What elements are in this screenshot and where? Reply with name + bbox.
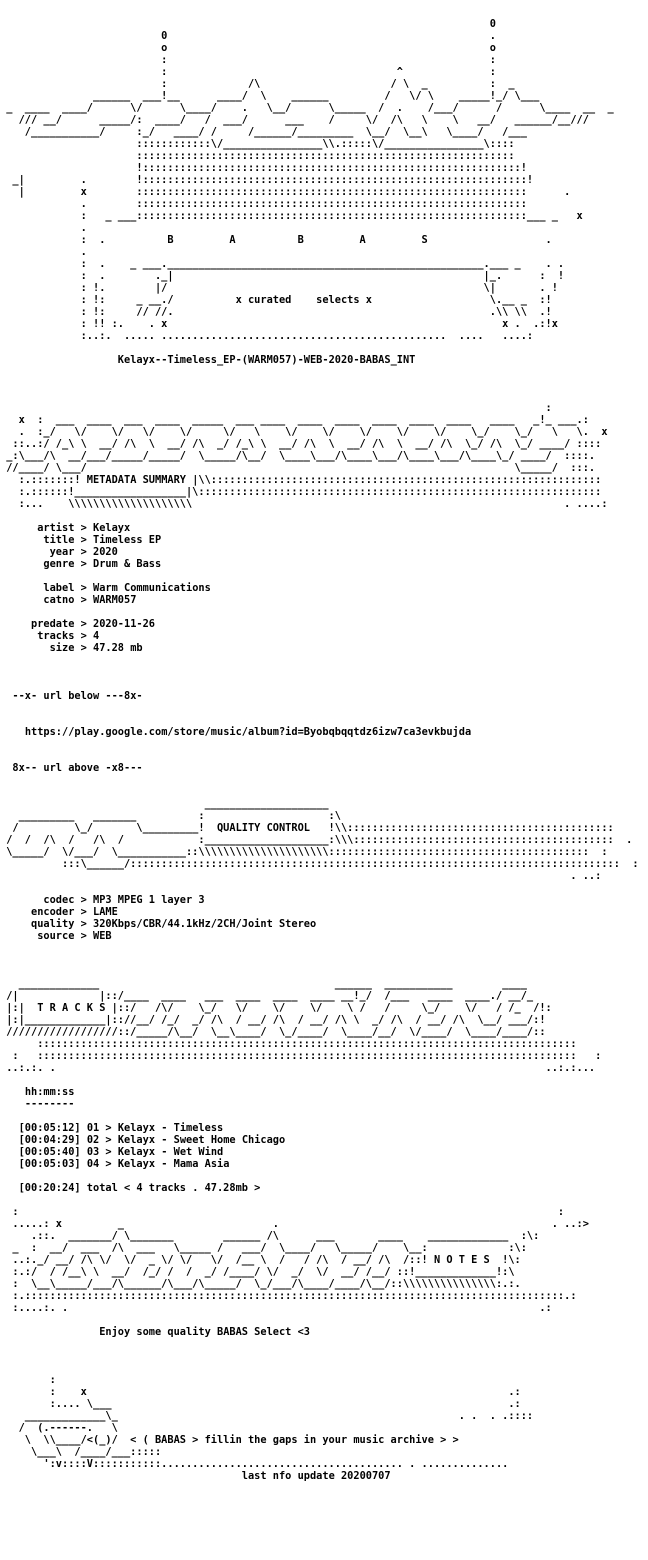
tracks-time-header: hh:mm:ss bbox=[24, 1086, 75, 1098]
track-time: [00:05:03] bbox=[18, 1158, 81, 1170]
track-number: 02 bbox=[86, 1134, 100, 1146]
tracks-time-rule: -------- bbox=[24, 1098, 75, 1110]
quality-row: source > WEB bbox=[0, 930, 112, 942]
metadata-value: Warm Communications bbox=[93, 582, 211, 594]
ascii-banner-art: . : . B A B A S . . : . _ ___.___________________________________________________.___ _ . . : . ._| |_. : ! : !. |/ \| . ! : !: _ __./ x curated selects x \.__ _ :! : !: // //. .\\ \\ .! : !! :. . x x . .:!x :..:. ..... .............................................. .... ....: bbox=[80, 222, 565, 342]
metadata-value: 2020-11-26 bbox=[93, 618, 155, 630]
nfo-document: 0 0 . o o : : : ^ : : /\ / \ _ : _ ______ ___!__ ____/ \ ______ / \/ \ _____!_/ \___ _ ____ ____/ \/ \____/ . \__/ \_____ / . /___/ / \____ __ _ /// __/ _____/: ____/ / ___/ ___ / \/ /\ \ \ __/ ______/__/// /___________/ :_/ ____/ / /______/_________ \__/ \__\ \____/ /___ ::::::::::::\/________________\\.:::::\/________________\:::: ::::::::::::::::::::::::::::::::::::::::::::::::::::::::::::: !:::::::::::::::::::::::::::::::::::::::::::::::::::::::::::::! _| . !::::::::::::::::::::::::::::::::::::::::::::::::::::::::::::::! | x ::::::::::::::::::::::::::::::::::::::::::::::::::::::::::::::: . . ::::::::::::::::::::::::::::::::::::::::::::::::::::::::::::::: : _ ___:::::::::::::::::::::::::::::::::::::::::::::::::::::::::::::::___ _ x . : . B A B A S . . : . _ ___.___________________________________________________.___ _ . . : . ._| |_. : ! : !. |/ \| . ! : !: _ __./ x curated selects x \.__ _ :! : !: // //. .\\ \\ .! : !! :. . x x . .:!x :..:. ..... .............................................. .... ....: Kelayx--Timeless_EP-(WARM057)-WEB-2020-BABAS_INT : x : ___ ____ ___ ____ _____ ___ ____ ____ ____ ____ ____ ____ ____ _!_ ___.: . :_/ \/ \/ \/ \/ \/ \ \/ \/ \/ \/ \/ \_/ \_/ \ \. x ::..:/ /_\ \ __/ /\ \ __/ /\ _/ /_\ \ __/ /\ \ __/ /\ \ __/ /\ \_/ /\ \_/ ____/ :::: _:\___/\ __/___/_____/_____/ \_____/\__/ \____\___/\____\___/\____\___/\____\_/ ____/ ::::. //____/ \___/ \_____/ :::. :.:::::::! METADATA SUMMARY |\\::::::::::::::::::::::::::::::::::::::::::::::::::::::::::::::: :.::::::!__________________|\::::::::::::::::::::::::::::::::::::::::::::::::::::::::::::::::: :... \\\\\\\\\\\\\\\\\\\\ . ....: artist > Kelayx title > Timeless EP year > 2020 genre > Drum & Bass label > Warm Communications catno > WARM057 predate > 2020-11-26 tracks > 4 size > 47.28 mb --x- url below ---8x- https://play.google.com/store/music/album?id=Byobqbqqtdz6izw7ca3evkbujda 8x-- url above -x8--- ____________________ _________ _______ : :\ / \_/ \_________! QUALITY CONTROL !\\::::::::::::::::::::::::::::::::::::::::::: / / /\ / /\ / :____________________:\\\:::::::::::::::::::::::::::::::::::::::::: . \_____/ \/___/ \___________::\\\\\\\\\\\\\\\\\\\\\:::::::::::::::::::::::::::::::::::::::::: : :::\______/::::::::::::::::::::::::::::::::::::::::::::::::::::::::::::::::::::::::::::::: : . ..: codec > MP3 MPEG 1 layer 3 encoder > LAME quality > 320Kbps/CBR/44.1kHz/2CH/Joint Stereo source > WEB _____________ ______ ___________ ____ /| |::/____ ____ ___ ____ ____ ____ __!_/ /___ ____ ____./ __/_ |:| T R A C K S |::/ /\/ \_/ \/ \/ \/ \ / / \_/ \/ / /_ /!: |:|_____________|:://__/ /_/ _/ /\ / __/ /\ / __/ /\ \ _/ /\ / __/ /\ \__/ ___/:! //////////////////::/_____/\__/ \__\____/ \_/____/ \____/__/ \/____/ \____/____/:: ::::::::::::::::::::::::::::::::::::::::::::::::::::::::::::::::::::::::::::::::::::::: : ::::::::::::::::::::::::::::::::::::::::::::::::::::::::::::::::::::::::::::::::::::::: : ..:.:. . ..:.:... hh:mm:ss -------- [00:05:12] 01 > Kelayx - Timeless [00:04:29] 02 > Kelayx - Sweet Home Chicago [00:05:40] 03 > Kelayx - Wet Wind [00:05:03] 04 > Kelayx - Mama Asia [00:20:24] total < 4 tracks . 47.28mb > : : .....: x _ . . ..:> .::. _______/ \_______ ______ /\ ___ ____ _____________ :\: _ : __/ ___ /\ ___ \_____ / ___/ \____/ \_____/ \__: :\: ..:._/ __/ /\ \/ \/ _ \/ \/ \/ /__ \ / / /\ / __/ /\ /::! N O T E S !\: :.:/ / /__\ \ __/ /_/ / / _/ /____/ \/ _/ \/ __/ /__/ ::!_____________!:\ : \__\_____/___/\______/\___/\_____/ \_/___/\____/____/\__/::\\\\\\\\\\\\\\\:.:. :.:::::::::::::::::::::::::::::::::::::::::::::::::::::::::::::::::::::::::::::::::::::::.: :....:. . .: Enjoy some quality BABAS Select <3 : : x .: :.... \___ .: _____________\_ . . . .:::: / (.------. \ \ \\____/<(_)/ < ( BABAS > fillin the gaps in your music archive > > \___\ /____/___::::: ':v::::V:::::::::::....................................... . .............. last nfo update 20200707 bbox=[0, 0, 648, 1560]
quality-value: WEB bbox=[93, 930, 112, 942]
track-title: Kelayx - Sweet Home Chicago bbox=[117, 1134, 286, 1146]
metadata-row: year > 2020 bbox=[0, 546, 118, 558]
metadata-value: 4 bbox=[93, 630, 100, 642]
ascii-quality-art: ____________________ _________ _______ : :\ / \_/ \_________! QUALITY CONTROL !\\::::::::::::::::::::::::::::::::::::::::::: / / /\ / /\ / :____________________:\\\:::::::::::::::::::::::::::::::::::::::::: . \_____/ \/___/ \___________::\\\\\\\\\\\\\\\\\\\\\:::::::::::::::::::::::::::::::::::::::::: : :::\______/::::::::::::::::::::::::::::::::::::::::::::::::::::::::::::::::::::::::::::::: : . ..: bbox=[6, 798, 639, 882]
release-name: Kelayx--Timeless_EP-(WARM057)-WEB-2020-BABAS_INT bbox=[117, 354, 416, 366]
track-time: [00:05:40] bbox=[18, 1146, 81, 1158]
track-title: Kelayx - Timeless bbox=[117, 1122, 224, 1134]
ascii-tracks-art: _____________ ______ ___________ ____ /| |::/____ ____ ___ ____ ____ ____ __!_/ /___ ____ ____./ __/_ |:| T R A C K S |::/ /\/ \_/ \/ \/ \/ \ / / \_/ \/ / /_ /!: |:|_____________|:://__/ /_/ _/ /\ / __/ /\ / __/ /\ \ _/ /\ / __/ /\ \__/ ___/:! //////////////////::/_____/\__/ \__\____/ \_/____/ \____/__/ \/____/ \____/____/:: ::::::::::::::::::::::::::::::::::::::::::::::::::::::::::::::::::::::::::::::::::::::: : ::::::::::::::::::::::::::::::::::::::::::::::::::::::::::::::::::::::::::::::::::::::: : ..:.:. . ..:.:... bbox=[6, 978, 602, 1074]
ascii-header-art: 0 0 . o o : : : ^ : : /\ / \ _ : _ ______ ___!__ ____/ \ ______ / \/ \ _____!_/ \___ _ ____ ____/ \/ \____/ . \__/ \_____ / . /___/ / \____ __ _ /// __/ _____/: ____/ / ___/ ___ / \/ /\ \ \ __/ ______/__/// /___________/ :_/ ____/ / /______/_________ \__/ \__\ \____/ /___ ::::::::::::\/________________\\.:::::\/________________\:::: ::::::::::::::::::::::::::::::::::::::::::::::::::::::::::::: bbox=[6, 18, 614, 162]
track-time: [00:04:29] bbox=[18, 1134, 81, 1146]
metadata-list bbox=[0, 522, 648, 654]
ascii-metadata-art-2: :.::::::!__________________|\::::::::::::::::::::::::::::::::::::::::::::::::::::::::::::::::: :... \\\\\\\\\\\\\\\\\\\\ . ....: bbox=[18, 486, 608, 510]
metadata-row: genre > Drum & Bass bbox=[0, 558, 162, 570]
metadata-row: predate > 2020-11-26 bbox=[0, 618, 155, 630]
track-number: 01 bbox=[86, 1122, 100, 1134]
quality-value: LAME bbox=[93, 906, 118, 918]
quality-value: MP3 MPEG 1 layer 3 bbox=[93, 894, 205, 906]
metadata-value: 2020 bbox=[93, 546, 118, 558]
metadata-value: Kelayx bbox=[93, 522, 131, 534]
metadata-row: title > Timeless EP bbox=[0, 534, 162, 546]
url-top-marker: --x- url below ---8x- bbox=[12, 690, 143, 702]
last-update: last nfo update 20200707 bbox=[241, 1470, 391, 1482]
ascii-metadata-art: : x : ___ ____ ___ ____ _____ ___ ____ ____ ____ ____ ____ ____ ____ _!_ ___.: . :_/ \/ \/ \/ \/ \/ \ \/ \/ \/ \/ \/ \_/ \_/ \ \. x ::..:/ /_\ \ __/ /\ \ __/ /\ _/ /_\ \ __/ /\ \ __/ /\ \ __/ /\ \_/ /\ \_/ ____/ :::: _:\___/\ __/___/_____/_____/ \_____/\__/ \____\___/\____\___/\____\___/\____\_/ ____/ ::::. //____/ \___/ \_____/ :::. bbox=[6, 402, 608, 474]
quality-list bbox=[0, 894, 648, 942]
track-number: 03 bbox=[86, 1146, 100, 1158]
notes-text: Enjoy some quality BABAS Select <3 bbox=[99, 1326, 310, 1338]
track-time: [00:05:12] bbox=[18, 1122, 81, 1134]
metadata-heading: METADATA SUMMARY bbox=[86, 474, 186, 486]
track-title: Kelayx - Mama Asia bbox=[117, 1158, 230, 1170]
quality-row: codec > MP3 MPEG 1 layer 3 bbox=[0, 894, 205, 906]
metadata-row: catno > WARM057 bbox=[0, 594, 137, 606]
ascii-notes-art: : : .....: x _ . . ..:> .::. _______/ \_______ ______ /\ ___ ____ _____________ :\: _ : __/ ___ /\ ___ \_____ / ___/ \____/ \_____/ \__: :\: ..:._/ __/ /\ \/ \/ _ \/ \/ \/ /__ \ / / /\ / __/ /\ /::! N O T E S !\: :.:/ / /__\ \ __/ /_/ / / _/ /____/ \/ _/ \/ __/ /__/ ::!_____________!:\ : \__\_____/___/\______/\___/\_____/ \_/___/\____/____/\__/::\\\\\\\\\\\\\\\:.:. :.:::::::::::::::::::::::::::::::::::::::::::::::::::::::::::::::::::::::::::::::::::::::.: :....:. . .: bbox=[12, 1206, 589, 1314]
track-row: [00:05:03] 04 > Kelayx - Mama Asia bbox=[18, 1158, 230, 1170]
url-bottom-marker: 8x-- url above -x8--- bbox=[12, 762, 143, 774]
track-number: 04 bbox=[86, 1158, 100, 1170]
metadata-row: tracks > 4 bbox=[0, 630, 100, 642]
metadata-value: Timeless EP bbox=[93, 534, 162, 546]
metadata-row: artist > Kelayx bbox=[0, 522, 131, 534]
metadata-value: WARM057 bbox=[93, 594, 137, 606]
quality-value: 320Kbps/CBR/44.1kHz/2CH/Joint Stereo bbox=[93, 918, 317, 930]
tracks-total: [00:20:24] total < 4 tracks . 47.28mb > bbox=[18, 1182, 261, 1194]
quality-row: encoder > LAME bbox=[0, 906, 118, 918]
release-url[interactable]: https://play.google.com/store/music/album?id=Byobqbqqtdz6izw7ca3evkbujda bbox=[24, 726, 472, 738]
track-row: [00:04:29] 02 > Kelayx - Sweet Home Chicago bbox=[18, 1134, 286, 1146]
quality-row: quality > 320Kbps/CBR/44.1kHz/2CH/Joint Stereo bbox=[0, 918, 317, 930]
track-row: [00:05:40] 03 > Kelayx - Wet Wind bbox=[18, 1146, 224, 1158]
metadata-value: 47.28 mb bbox=[93, 642, 143, 654]
track-list bbox=[0, 1122, 648, 1170]
track-row: [00:05:12] 01 > Kelayx - Timeless bbox=[18, 1122, 224, 1134]
ascii-footer-art: : : x .: :.... \___ .: _____________\_ . . . .:::: / (.------. \ \ \\____/<(_)/ < ( BABAS > fillin the gaps in your music archive > > \___\ /____/___::::: ':v::::V:::::::::::....................................... . .............. bbox=[18, 1374, 534, 1470]
metadata-row: label > Warm Communications bbox=[0, 582, 211, 594]
track-title: Kelayx - Wet Wind bbox=[117, 1146, 224, 1158]
metadata-value: Drum & Bass bbox=[93, 558, 162, 570]
metadata-row: size > 47.28 mb bbox=[0, 642, 143, 654]
ascii-header-art-2: !:::::::::::::::::::::::::::::::::::::::::::::::::::::::::::::! _| . !::::::::::::::::::::::::::::::::::::::::::::::::::::::::::::::! | x ::::::::::::::::::::::::::::::::::::::::::::::::::::::::::::::: . . ::::::::::::::::::::::::::::::::::::::::::::::::::::::::::::::: : _ ___:::::::::::::::::::::::::::::::::::::::::::::::::::::::::::::::___ _ x bbox=[12, 162, 583, 222]
